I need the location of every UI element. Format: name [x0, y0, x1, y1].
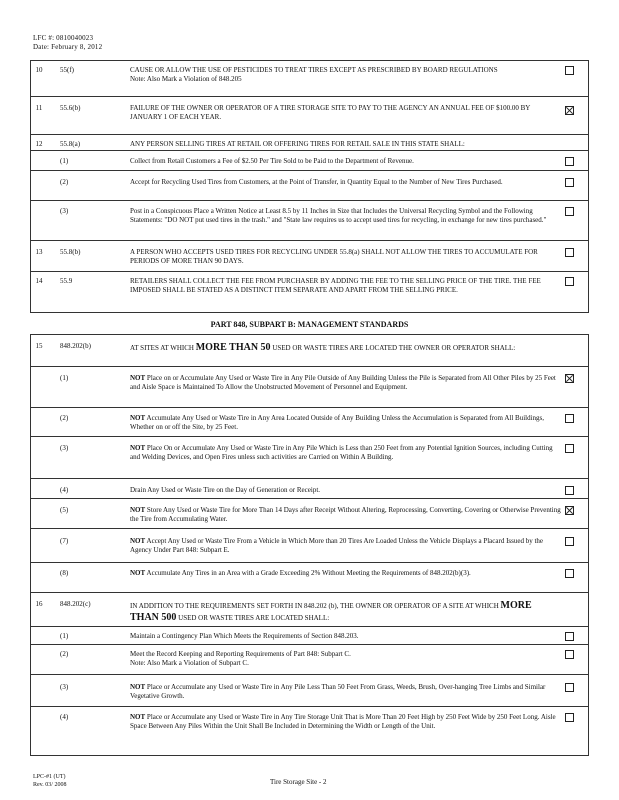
sub-number: (3): [60, 683, 69, 691]
sub-description: [130, 537, 562, 555]
text-part: Place on or Accumulate Any Used or Waste Tire in Any Pile Outside of Any Building Unless the Pile is Separated from All Other Piles by 25 Feet and Aisle Space is Maintained To Allow the Unobstructed Movement of Personnel and Equipment.: [130, 374, 556, 391]
lead-word: NOT: [130, 713, 146, 721]
part-title: PART 848, SUBPART B: MANAGEMENT STANDARDS: [210, 320, 409, 329]
violation-checkbox[interactable]: [565, 157, 574, 166]
text-part: USED OR WASTE TIRES ARE LOCATED SHALL:: [176, 614, 330, 622]
sub-text: Meet the Record Keeping and Reporting Requirements of Part 848: Subpart C.: [130, 650, 351, 658]
text-part: Store Any Used or Waste Tire for More Than 14 Days after Receipt Without Altering, Reprocessing, Converting, Covering or Otherwise Preventing the Tire from Accumulating Water.: [130, 506, 561, 523]
violation-description: [130, 342, 562, 354]
violation-checkbox[interactable]: [565, 713, 574, 722]
sub-number: (4): [60, 713, 69, 721]
row-number: 12: [35, 140, 43, 148]
lead-word: NOT: [130, 537, 146, 545]
text-part: Place On or Accumulate Any Used or Waste Tire in Any Pile Which is Less than 250 Feet from any Potential Ignition Sources, including Cutting and Welding Devices, and Open Fires unless such activities are Carried on Within A Building.: [130, 444, 553, 461]
text-part: IN ADDITION TO THE REQUIREMENTS SET FORTH IN 848.202 (b), THE OWNER OR OPERATOR OF A SITE AT WHICH: [130, 602, 501, 610]
row-number: 14: [35, 277, 43, 285]
section-ref: 55.9: [60, 277, 73, 285]
sub-number: (2): [60, 178, 69, 186]
violation-checkbox[interactable]: [565, 683, 574, 692]
violation-description: ANY PERSON SELLING TIRES AT RETAIL OR OFFERING TIRES FOR RETAIL SALE IN THIS STATE SHALL:: [130, 140, 465, 148]
violation-checkbox[interactable]: [565, 650, 574, 659]
sub-description: Drain Any Used or Waste Tire on the Day of Generation or Receipt.: [130, 486, 321, 494]
violation-checkbox[interactable]: [565, 486, 574, 495]
row-number: 15: [35, 342, 43, 350]
sub-description: [130, 569, 562, 578]
sub-description: [130, 713, 562, 731]
text-part: AT SITES AT WHICH: [130, 344, 196, 352]
sub-description: Maintain a Contingency Plan Which Meets the Requirements of Section 848.203.: [130, 632, 359, 640]
violation-checkbox[interactable]: [565, 277, 574, 286]
section-ref: 55.8(b): [60, 248, 81, 256]
violation-note: Note: Also Mark a Violation of 848.205: [130, 75, 242, 83]
form-code: LPC-#1 (UT): [33, 774, 66, 780]
sub-description: [130, 683, 562, 701]
sub-number: (5): [60, 506, 69, 514]
sub-description: Accept for Recycling Used Tires from Customers, at the Point of Transfer, in Quantity Equal to the Number of New Tires Purchased.: [130, 178, 503, 186]
emphasis-text: MORE THAN 500: [130, 600, 532, 623]
violation-description: CAUSE OR ALLOW THE USE OF PESTICIDES TO TREAT TIRES EXCEPT AS PRESCRIBED BY BOARD REGULATIONS: [130, 66, 498, 74]
sub-number: (1): [60, 157, 69, 165]
section-ref: 55.8(a): [60, 140, 81, 148]
sub-number: (1): [60, 374, 69, 382]
form-revision: Rev. 03/ 2008: [33, 782, 67, 788]
row-number: 13: [35, 248, 43, 256]
text-part: USED OR WASTE TIRES ARE LOCATED THE OWNER OR OPERATOR SHALL:: [270, 344, 516, 352]
sub-description: [130, 444, 562, 462]
violation-description: [130, 600, 562, 624]
sub-description: [130, 650, 562, 668]
violation-checkbox[interactable]: [565, 537, 574, 546]
violation-checkbox[interactable]: [565, 106, 574, 115]
lfc-number: LFC #: 0810040023: [33, 34, 94, 42]
sub-number: (3): [60, 444, 69, 452]
violation-description: FAILURE OF THE OWNER OR OPERATOR OF A TIRE STORAGE SITE TO PAY TO THE AGENCY AN ANNUAL FEE OF $100.00 BY JANUARY 1 OF EACH YEAR.: [130, 104, 531, 121]
sub-description: [130, 414, 562, 432]
violation-checkbox[interactable]: [565, 207, 574, 216]
violation-checkbox[interactable]: [565, 444, 574, 453]
section-ref: 848.202(c): [60, 600, 91, 608]
sub-number: (3): [60, 207, 69, 215]
text-part: Accumulate Any Used or Waste Tire in Any Area Located Outside of Any Building Unless the Accumulation is Separated from All Buildings, Whether on or off the Site, by 25 Feet.: [130, 414, 545, 431]
violation-description: A PERSON WHO ACCEPTS USED TIRES FOR RECYCLING UNDER 55.8(a) SHALL NOT ALLOW THE TIRES TO ACCUMULATE FOR PERIODS OF MORE THAN 90 DAYS.: [130, 248, 538, 265]
sub-number: (8): [60, 569, 69, 577]
violation-checkbox[interactable]: [565, 248, 574, 257]
violation-text: [130, 66, 562, 84]
document-date: Date: February 8, 2012: [33, 43, 103, 51]
sub-number: (4): [60, 486, 69, 494]
lead-word: NOT: [130, 444, 146, 452]
lead-word: NOT: [130, 683, 146, 691]
sub-number: (2): [60, 414, 69, 422]
text-part: Accept Any Used or Waste Tire From a Vehicle in Which More than 20 Tires Are Loaded Unless the Vehicle Displays a Placard Issued by the Agency Under Part 848: Subpart E.: [130, 537, 544, 554]
section-ref: 55.6(b): [60, 104, 81, 112]
text-part: Place or Accumulate any Used or Waste Tire in Any Pile Less Than 50 Feet From Grass, Weeds, Brush, Over-hanging Tree Limbs and Similar Vegetative Growth.: [130, 683, 546, 700]
sub-description: Post in a Conspicuous Place a Written Notice at Least 8.5 by 11 Inches in Size that Includes the Universal Recycling Symbol and the Following Statements: "DO NOT put used tires in the trash." and "State law requires us to accept used tires for recycling, in exchange for new tires purchased.": [130, 207, 547, 224]
violation-description: RETAILERS SHALL COLLECT THE FEE FROM PURCHASER BY ADDING THE FEE TO THE SELLING PRICE OF THE TIRE. THE FEE IMPOSED SHALL BE STATED AS A DISTINCT ITEM SEPARATE AND APART FROM THE SELLING PRICE.: [130, 277, 541, 294]
row-number: 11: [35, 104, 43, 112]
emphasis-text: MORE THAN 50: [195, 342, 271, 353]
violation-checkbox[interactable]: [565, 414, 574, 423]
violation-checkbox[interactable]: [565, 632, 574, 641]
lead-word: NOT: [130, 414, 146, 422]
section-ref: 55(f): [60, 66, 74, 74]
violation-checkbox[interactable]: [565, 178, 574, 187]
text-part: Place or Accumulate any Used or Waste Tire in Any Tire Storage Unit That is More Than 20 Feet High by 250 Feet Wide by 250 Feet Long. Aisle Space Between Any Piles Within the Unit Shall Be Included in Determining the Width or Length of the Unit.: [130, 713, 556, 730]
sub-number: (7): [60, 537, 69, 545]
sub-number: (2): [60, 650, 69, 658]
violation-checkbox[interactable]: [565, 569, 574, 578]
sub-description: [130, 374, 562, 392]
violation-checkbox[interactable]: [565, 506, 574, 515]
row-number: 16: [35, 600, 43, 608]
sub-note: Note: Also Mark a Violation of Subpart C.: [130, 659, 249, 667]
sub-number: (1): [60, 632, 69, 640]
lead-word: NOT: [130, 374, 146, 382]
violation-checkbox[interactable]: [565, 66, 574, 75]
text-part: Accumulate Any Tires in an Area with a Grade Exceeding 2% Without Meeting the Requirements of 848.202(b)(3).: [145, 569, 471, 577]
lead-word: NOT: [130, 569, 146, 577]
row-number: 10: [35, 66, 43, 74]
page-footer: Tire Storage Site - 2: [270, 778, 327, 786]
section-ref: 848.202(b): [60, 342, 91, 350]
sub-description: Collect from Retail Customers a Fee of $2.50 Per Tire Sold to be Paid to the Department of Revenue.: [130, 157, 414, 165]
sub-description: [130, 506, 562, 524]
lead-word: NOT: [130, 506, 146, 514]
violation-checkbox[interactable]: [565, 374, 574, 383]
